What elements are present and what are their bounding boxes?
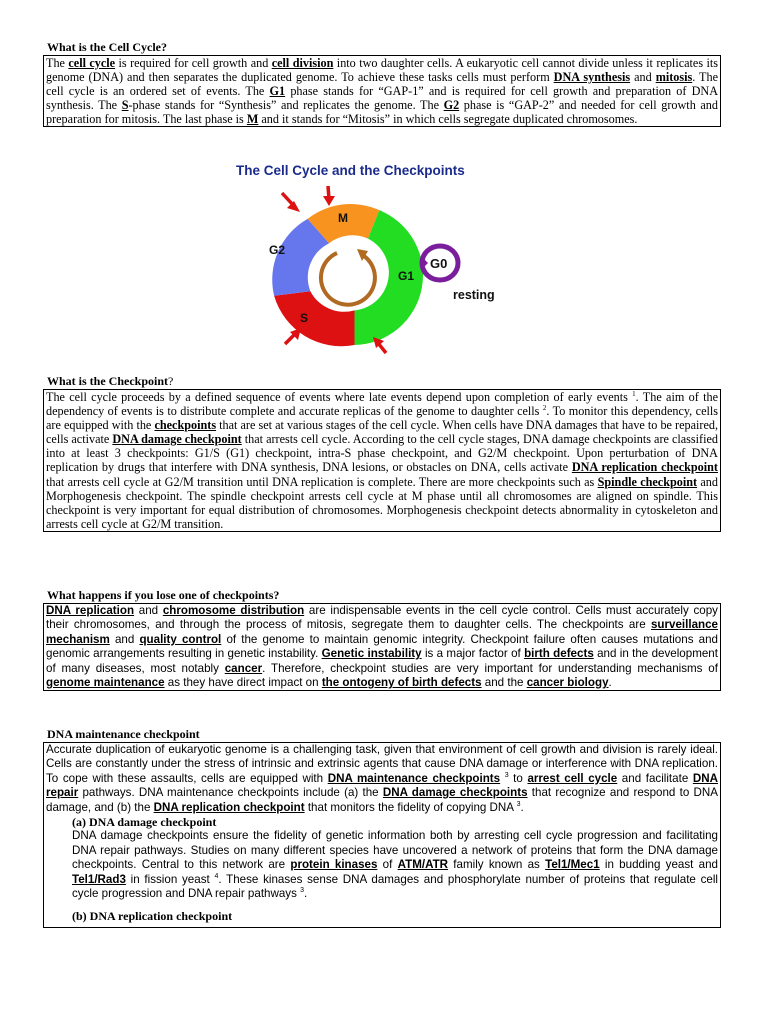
spacer (46, 901, 718, 909)
label-s: S (300, 311, 309, 325)
dna-damage-checkpoint-paragraph: DNA damage checkpoints ensure the fidelity of genetic information both by arresting cell cycle progression and facilitating DNA repair pathways. Studies on many different species have uncovered a network of proteins that form the DNA damage checkpoints. Central to this network are protein kinases of ATM/ATR family known as Tel1/Mec1 in budding yeast and Tel1/Rad3 in fission yeast $^4$. These kinases sense DNA damages and phosphorylate number of proteins that regulate cell cycle progression and DNA repair pathways $^3$. (72, 829, 718, 901)
label-m: M (338, 211, 348, 225)
subheading-dna-replication-checkpoint: (b) DNA replication checkpoint (72, 909, 233, 924)
figure-title: The Cell Cycle and the Checkpoints (236, 163, 465, 178)
spacer-bottom (46, 924, 718, 927)
checkpoint-text-box: The cell cycle proceeds by a defined sequence of events where late events depend upon completion of early events $^1$. The aim of the dependency of events is to distribute complete and accurate replicas of the genome to daughter cells $^2$. To monitor this dependency, cells are equipped with the checkpoints that are set at various stages of the cell cycle. When cells have DNA damages that have to be repaired, cells activate DNA damage checkpoint that arrests cell cycle. According to the cell cycle stages, DNA damage checkpoints are classified into at least 3 checkpoints: G1/S (G1) checkpoint, intra-S phase checkpoint, and G2/M checkpoint. Upon perturbation of DNA replication by drugs that interfere with DNA synthesis, DNA lesions, or obstacles on DNA, cells activate DNA replication checkpoint that arrests cell cycle at G2/M transition until DNA replication is complete. There are more checkpoints such as Spindle checkpoint and Morphogenesis checkpoint. The spindle checkpoint arrests cell cycle at M phase until all chromosomes are aligned on spindle. This checkpoint is very important for equal distribution of chromosomes. Morphogenesis checkpoint detects abnormality in cytoskeleton and arrests cell cycle at G2/M transition. (43, 389, 721, 532)
cell-cycle-text-box: The cell cycle is required for cell growth and cell division into two daughter cells. A eukaryotic cell cannot divide unless it replicates its genome (DNA) and then separates the duplicated genome. To achieve these tasks cells must perform DNA synthesis and mitosis. The cell cycle is an ordered set of events. The G1 phase stands for “GAP-1” and is required for cell growth and preparation of DNA synthesis. The S-phase stands for “Synthesis” and replicates the genome. The G2 phase is “GAP-2” and needed for cell growth and preparation for mitosis. The last phase is M and it stands for “Mitosis” in which cells segregate duplicated chromosomes. (43, 55, 721, 127)
label-g0: G0 (430, 256, 448, 271)
label-resting: resting (453, 288, 495, 302)
phase-s-arc (274, 291, 354, 346)
dna-maintenance-text-box: Accurate duplication of eukaryotic genome is a challenging task, given that environment of cell growth and division is rarely ideal. Cells are constantly under the stress of intrinsic and extrinsic agents that cause DNA damage or interference with DNA replication. To cope with these assaults, cells are equipped with DNA maintenance checkpoints $^3$ to arrest cell cycle and facilitate DNA repair pathways. DNA maintenance checkpoints include (a) the DNA damage checkpoints that recognize and respond to DNA damage, and (b) the DNA replication checkpoint that monitors the fidelity of copying DNA $^3$. (a) DNA damage checkpoint DNA damage checkpoints ensure the fidelity of genetic information both by arresting cell cycle progression and facilitating DNA repair pathways. Studies on many different species have uncovered a network of proteins that form the DNA damage checkpoints. Central to this network are protein kinases of ATM/ATR family known as Tel1/Mec1 in budding yeast and Tel1/Rad3 in fission yeast $^4$. These kinases sense DNA damages and phosphorylate number of proteins that regulate cell cycle progression and DNA repair pathways $^3$. (b) DNA replication checkpoint (43, 742, 721, 928)
subheading-dna-damage-checkpoint: (a) DNA damage checkpoint (72, 815, 217, 830)
heading-cell-cycle: What is the Cell Cycle? (47, 40, 167, 54)
heading-checkpoint: What is the Checkpoint? (47, 374, 174, 388)
lose-checkpoint-text-box: DNA replication and chromosome distribution are indispensable events in the cell cycle control. Cells must accurately copy their chromosomes, and through the process of mitosis, segregate them to daughter cells. The checkpoints are surveillance mechanism and quality control of the genome to maintain genomic integrity. Checkpoint failure often causes mutations and genomic arrangements resulting in genetic instability. Genetic instability is a major factor of birth defects and in the development of many diseases, most notably cancer. Therefore, checkpoint studies are very important for understanding mechanisms of genome maintenance as they have direct impact on the ontogeny of birth defects and the cancer biology. (43, 603, 721, 691)
heading-lose-checkpoint: What happens if you lose one of checkpoints? (47, 588, 280, 602)
heading-dna-maintenance: DNA maintenance checkpoint (47, 727, 200, 741)
label-g1: G1 (398, 269, 415, 283)
cell-cycle-figure (228, 160, 528, 360)
label-g2: G2 (269, 243, 286, 257)
cycle-direction-arrow (321, 253, 375, 305)
